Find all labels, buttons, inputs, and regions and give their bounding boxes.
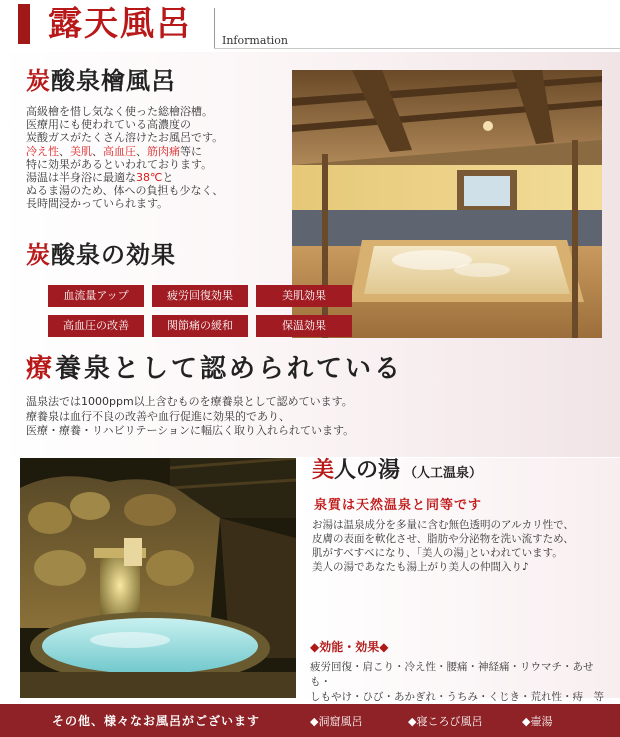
header-rule — [214, 48, 620, 49]
desc-line: 特に効果があるといわれております。 — [26, 157, 213, 171]
section-title-carbonated-bath — [26, 66, 176, 96]
carbonated-bath-description — [26, 105, 296, 211]
temp-post: と — [162, 171, 174, 185]
footer-bar — [0, 704, 620, 737]
highlight-term: 冷え性 — [26, 144, 59, 158]
title-rest: 人の湯 — [334, 458, 401, 483]
line-tail: 等に — [180, 144, 202, 158]
desc-line: 肌がすべすべになり、｢美人の湯｣といわれています。 — [312, 547, 563, 559]
desc-line: 温泉法では1000ppm以上含むものを療養泉として認めています。 — [26, 395, 353, 408]
desc-line: 炭酸ガスがたくさん溶けたお風呂です。 — [26, 131, 224, 145]
effect-badge: 保温効果 — [256, 315, 352, 337]
therapeutic-description — [26, 395, 426, 439]
separator: 、 — [92, 144, 103, 158]
efficacy-heading: ◆効能・効果◆ — [310, 640, 389, 654]
title-rest: 養泉として認められている — [55, 354, 404, 384]
efficacy-list — [310, 660, 610, 705]
title-initial: 美 — [312, 458, 335, 483]
desc-line: 美人の湯であなたも湯上がり美人の仲間入り♪ — [312, 561, 529, 573]
effect-badge: 美肌効果 — [256, 285, 352, 307]
header-divider — [214, 8, 215, 48]
beauty-bath-photo — [20, 458, 296, 698]
desc-line: 療養泉は血行不良の改善や血行促進に効果的であり、 — [26, 409, 290, 423]
beauty-bath-subtitle: 泉質は天然温泉と同等です — [314, 498, 483, 513]
temp-value: 38℃ — [136, 171, 163, 185]
highlight-term: 高血圧 — [103, 144, 136, 158]
separator: 、 — [59, 144, 70, 158]
desc-line: 医療用にも使われている高濃度の — [26, 118, 191, 132]
footer-link-pot-bath[interactable]: ◆壷湯 — [522, 715, 553, 728]
section-title-beauty-bath — [312, 456, 482, 489]
effect-badge: 血流量アップ — [48, 285, 144, 307]
desc-line-highlight — [26, 145, 296, 158]
efficacy-line: 疲労回復・肩こり・冷え性・腰痛・神経痛・リウマチ・あせも・ — [310, 661, 594, 688]
header-accent-bar — [18, 4, 30, 44]
desc-line-temp — [26, 171, 296, 184]
effect-badge: 高血圧の改善 — [48, 315, 144, 337]
efficacy-line: しもやけ・ひび・あかぎれ・うちみ・くじき・荒れ性・痔 等 — [310, 691, 604, 703]
section-title-effects — [26, 240, 176, 270]
beauty-bath-illustration — [20, 458, 296, 698]
effect-badge: 関節痛の緩和 — [152, 315, 248, 337]
footer-link-cave-bath[interactable]: ◆洞窟風呂 — [310, 715, 363, 728]
title-note: （人工温泉） — [404, 466, 483, 481]
desc-line: お湯は温泉成分を多量に含む無色透明のアルカリ性で、 — [312, 519, 574, 531]
desc-line: 医療・療養・リハビリテーションに幅広く取り入れられています。 — [26, 424, 355, 437]
separator: 、 — [136, 144, 147, 158]
page-header — [0, 0, 620, 52]
highlight-term: 美肌 — [70, 144, 92, 158]
title-initial: 療 — [26, 354, 56, 384]
temp-pre: 湯温は半身浴に最適な — [26, 171, 136, 185]
highlight-term: 筋肉痛 — [147, 144, 180, 158]
page-subtitle: Information — [222, 34, 289, 47]
title-rest: 酸泉檜風呂 — [51, 67, 176, 95]
desc-line: 皮膚の表面を軟化させ、脂肪や分泌物を洗い流すため、 — [312, 533, 574, 545]
beauty-bath-description — [312, 518, 618, 574]
desc-line: 高級檜を惜し気なく使った総檜浴槽。 — [26, 105, 213, 118]
section-title-therapeutic — [26, 354, 403, 384]
footer-message: その他、様々なお風呂がございます — [52, 714, 261, 728]
effect-badge: 疲労回復効果 — [152, 285, 248, 307]
title-initial: 炭 — [26, 67, 51, 95]
desc-line: ぬるま湯のため、体への負担も少なく、 — [26, 184, 224, 198]
desc-line: 長時間浸かっていられます。 — [26, 197, 169, 211]
title-rest: 酸泉の効果 — [51, 241, 176, 269]
page-title: 露天風呂 — [48, 4, 192, 44]
footer-link-lying-bath[interactable]: ◆寝ころび風呂 — [408, 715, 483, 728]
title-initial: 炭 — [26, 241, 51, 269]
